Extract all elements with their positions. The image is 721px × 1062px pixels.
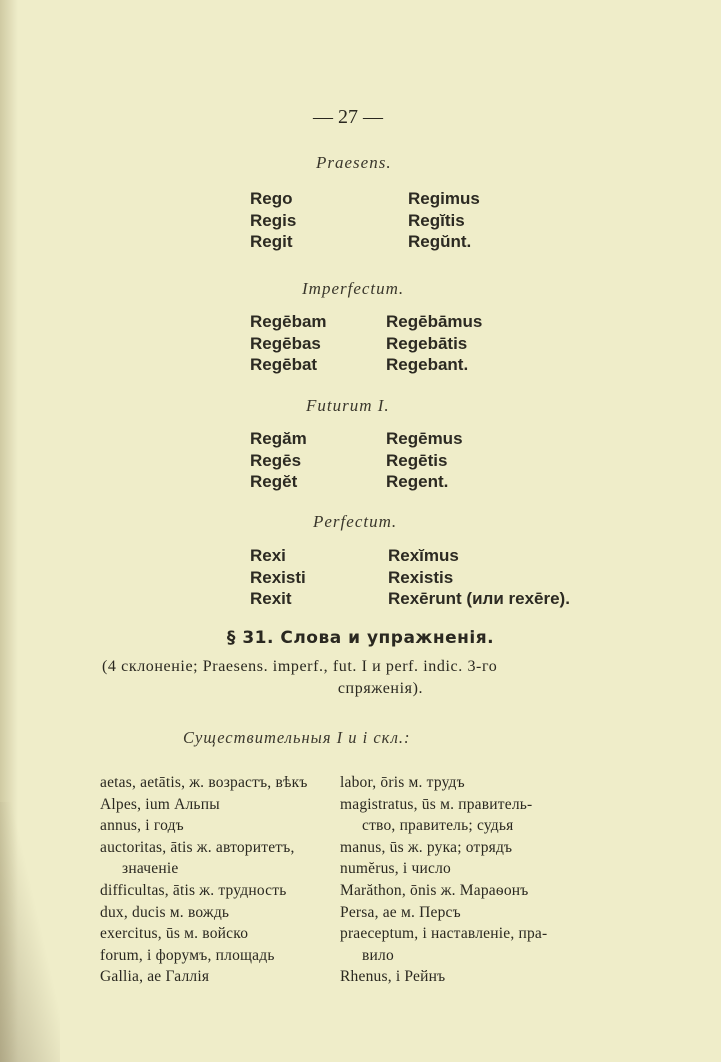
vocab-entry: Alpes, ium Альпы — [100, 795, 220, 813]
form: Rexisti — [250, 567, 306, 587]
form: Regăm — [250, 429, 307, 448]
section-note-line1: (4 склоненіе; Praesens. imperf., fut. I и perf. indic. 3-го — [102, 658, 498, 675]
form: Regēs — [250, 450, 302, 470]
form: Regēmus — [386, 429, 463, 448]
tense-heading: Imperfectum. — [302, 279, 405, 298]
conjugation-plural — [386, 428, 463, 493]
vocab-entry: Marăthon, ōnis ж. Мараѳонъ — [340, 881, 529, 899]
conjugation-singular — [250, 311, 327, 376]
form: Regimus — [408, 189, 480, 208]
vocab-entry-continued: вило — [362, 946, 394, 964]
tense-heading: Futurum I. — [306, 396, 390, 415]
form: Regēbāmus — [386, 312, 483, 331]
vocab-column-left — [100, 772, 308, 988]
vocab-entry: Gallia, ae Галлія — [100, 968, 210, 986]
vocab-entry-continued: ство, правитель; судья — [362, 817, 514, 835]
vocab-entry: aetas, aetātis, ж. возрастъ, вѣкъ — [100, 774, 308, 791]
vocab-entry: numĕrus, i число — [340, 860, 451, 878]
form: Rexit — [250, 589, 292, 608]
vocab-entry: dux, ducis м. вождь — [100, 903, 230, 921]
form: Regĭtis — [408, 210, 465, 230]
conjugation-plural — [388, 545, 570, 610]
vocab-heading: Существительныя I и і скл.: — [183, 728, 411, 747]
form: Rexĭmus — [388, 546, 459, 565]
vocab-entry: Persa, ae м. Персъ — [340, 903, 461, 921]
form: Regis — [250, 210, 297, 230]
conjugation-singular — [250, 545, 306, 610]
form: Regĕt — [250, 472, 298, 491]
vocab-entry: auctoritas, ātis ж. авторитетъ, — [100, 838, 295, 856]
form: Rego — [250, 189, 293, 208]
conjugation-singular — [250, 188, 296, 253]
form: Rexistis — [388, 567, 454, 587]
conjugation-plural — [386, 311, 482, 376]
form: Regent. — [386, 472, 449, 491]
vocab-entry: exercitus, ūs м. войско — [100, 925, 249, 943]
vocab-entry: annus, i годъ — [100, 817, 184, 835]
tense-heading: Perfectum. — [313, 512, 398, 531]
form: Regŭnt. — [408, 232, 472, 251]
vocab-entry: manus, ūs ж. рука; отрядъ — [340, 838, 513, 856]
form: Regētis — [386, 450, 448, 470]
form: Regit — [250, 232, 293, 251]
vocab-column-right — [340, 772, 547, 988]
form: Rexi — [250, 546, 286, 565]
conjugation-singular — [250, 428, 307, 493]
form: Regebant. — [386, 355, 469, 374]
page-corner-shadow — [0, 802, 60, 1062]
vocab-entry: labor, ōris м. трудъ — [340, 774, 465, 791]
vocab-entry: magistratus, ūs м. правитель- — [340, 795, 533, 813]
vocab-entry: praeceptum, i наставленіе, пра- — [340, 925, 548, 943]
vocab-entry: difficultas, ātis ж. трудность — [100, 881, 287, 899]
vocab-entry: forum, i форумъ, площадь — [100, 946, 275, 964]
form: Regēbam — [250, 312, 327, 331]
page-number: — 27 — — [313, 106, 383, 128]
vocab-entry-continued: значеніе — [122, 860, 179, 878]
form: Regēbas — [250, 333, 321, 353]
section-title: § 31. Слова и упражненія. — [226, 628, 495, 648]
vocab-entry: Rhenus, i Рейнъ — [340, 968, 446, 986]
section-note-line2: спряженія). — [337, 680, 424, 697]
form: Regebātis — [386, 333, 468, 353]
tense-heading: Praesens. — [316, 153, 392, 172]
form: Rexērunt (или rexēre). — [388, 589, 570, 608]
conjugation-plural — [408, 188, 480, 253]
form: Regēbat — [250, 355, 318, 374]
